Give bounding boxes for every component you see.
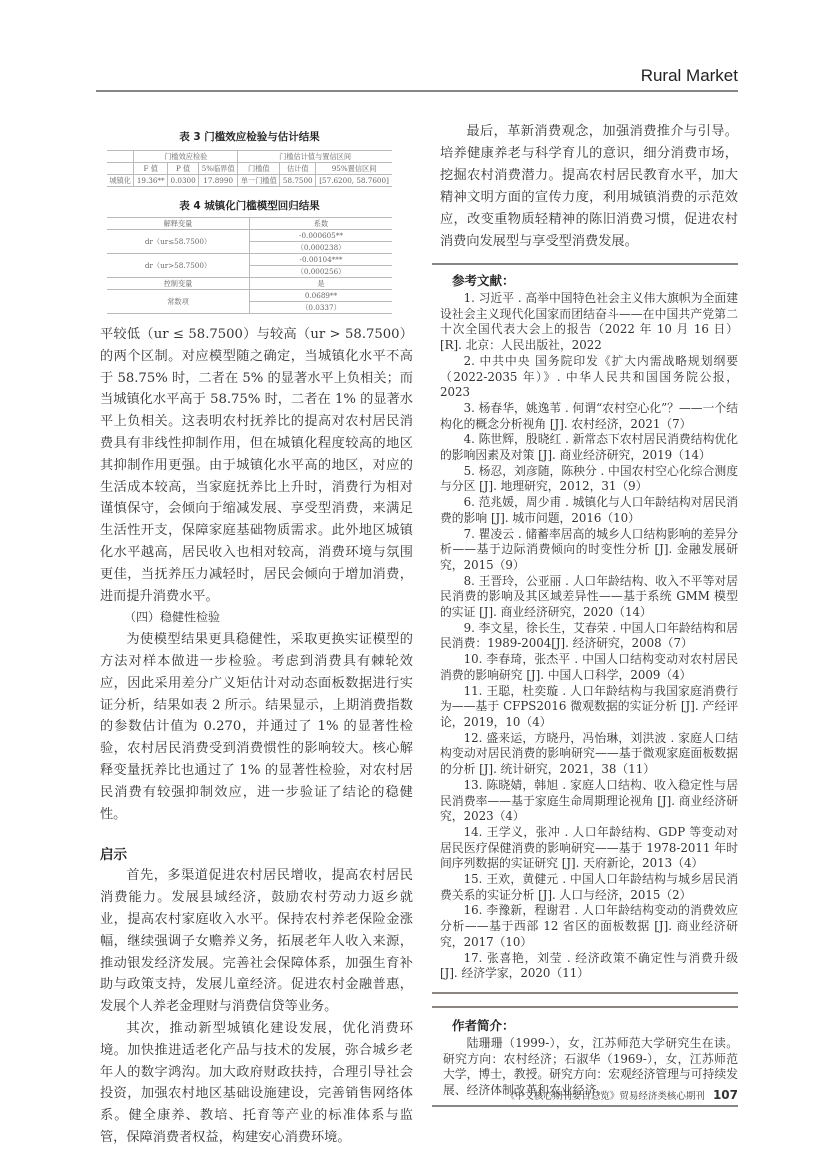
section-heading: 启示 [100, 847, 127, 864]
table3-header: 5%临界值 [199, 163, 238, 175]
table-row [107, 290, 392, 302]
table4-coef: 0.0689** [250, 290, 393, 302]
table4-se: （0.000238） [250, 242, 393, 254]
table3-cell: [57.6200, 58.7600] [316, 175, 392, 187]
table3-group-header: 门槛效应检验 [134, 151, 238, 163]
left-body [100, 324, 413, 1149]
table4-coef: -0.00104*** [250, 254, 393, 266]
reference-item: 6. 范兆媛，周少甫 . 城镇化与人口年龄结构对居民消费的影响 [J]. 城市问题，2016（10） [440, 495, 738, 525]
table3-cell: 城镇化 [107, 175, 134, 187]
table3-header: 95%置信区间 [316, 163, 392, 175]
reference-item: 7. 瞿凌云 . 储蓄率居高的城乡人口结构影响的差异分析——基于边际消费倾向的时变性分析 [J]. 金融发展研究，2015（9） [440, 526, 738, 572]
reference-item: 11. 王聪，杜奕璇 . 人口年龄结构与我国家庭消费行为——基于 CFPS2016 微观数据的实证分析 [J]. 产经评论，2019，10（4） [440, 683, 738, 729]
table4-coef: -0.000605** [250, 230, 393, 242]
table4-label: 常数项 [107, 290, 250, 314]
table4 [107, 217, 392, 314]
table3-header: P 值 [168, 163, 199, 175]
author-bio-text: 陆珊珊（1999-），女，江苏师范大学研究生在读。研究方向：农村经济；石淑华（1969-），女，江苏师范大学，博士，教授。研究方向：宏观经济管理与可持续发展、经济体制改革和农业经济。 [443, 1035, 738, 1098]
table4-se: （0.0337） [250, 302, 393, 314]
reference-item: 15. 王欢，黄健元 . 中国人口年龄结构与城乡居民消费关系的实证分析 [J]. 人口与经济，2015（2） [440, 872, 738, 902]
page-footer [480, 1088, 738, 1102]
journal-header: Rural Market [640, 66, 738, 85]
body-paragraph: 平较低（ur ≤ 58.7500）与较高（ur > 58.7500）的两个区制。对应模型随之确定，当城镇化水平不高于 58.75% 时，二者在 5% 的显著水平上负相关；而当城镇化水平高于 58.75% 时，二者在 1% 的显著水平上负相关。这表明农村抚养比的提高对农村居民消费具有非线性抑制作用，但在城镇化程度较高的地区其抑制作用更强。由于城镇化水平高的地区，对应的生活成本较高，当家庭抚养比上升时，消费行为相对谨慎保守，会倾向于缩减发展、享受型消费，来满足生活性开支，保障家庭基础物质需求。此外地区城镇化水平越高，居民收入也相对较高，消费环境与氛围更佳，当抚养压力减轻时，居民会倾向于增加消费，进而提升消费水平。 [100, 327, 413, 604]
reference-item: 2. 中共中央 国务院印发《扩大内需战略规划纲要（2022-2035 年）》. 中华人民共和国国务院公报，2023 [440, 353, 738, 400]
right-top-paragraph-block [440, 121, 738, 253]
subheading: （四）稳健性检验 [124, 610, 221, 625]
author-heading: 作者简介： [452, 1017, 515, 1033]
left-column [100, 130, 413, 1149]
reference-item: 3. 杨春华，姚逸苇 . 何谓“农村空心化”？——一个结构化的概念分析视角 [J]. 农村经济，2021（7） [440, 400, 738, 431]
author-top-rule [432, 1006, 738, 1008]
reference-item: 8. 王晋玲，公亚丽 . 人口年龄结构、收入不平等对居民消费的影响及其区域差异性——基于系统 GMM 模型的实证 [J]. 商业经济研究，2020（14） [440, 573, 738, 620]
body-paragraph: 最后，革新消费观念，加强消费推介与引导。培养健康养老与科学育儿的意识，细分消费市场，挖掘农村消费潜力。提高农村居民教育水平，加大精神文明方面的宣传力度，利用城镇消费的示范效应，改变重物质轻精神的陈旧消费习惯，促进农村消费向发展型与享受型消费发展。 [440, 124, 738, 249]
reference-item: 4. 陈世辉，殷晓红 . 新常态下农村居民消费结构优化的影响因素及对策 [J]. 商业经济研究，2019（14） [440, 432, 738, 463]
table4-label: 控制变量 [107, 278, 250, 290]
table3-group-header: 门槛估计值与置信区间 [238, 151, 392, 163]
table3-cell: 17.8990 [199, 175, 238, 187]
table-row [107, 254, 392, 266]
table4-header: 系数 [250, 218, 393, 230]
footer-journal-line: 《中文核心期刊要目总览》贸易经济类核心期刊 [505, 1091, 705, 1102]
reference-item: 10. 李春琦，张杰平 . 中国人口结构变动对农村居民消费的影响研究 [J]. 中国人口科学，2009（4） [440, 652, 738, 682]
table4-coef: 是 [250, 278, 393, 290]
reference-item: 14. 王学义，张冲 . 人口年龄结构、GDP 等变动对居民医疗保健消费的影响研究——基于 1978-2011 年时间序列数据的实证研究 [J]. 天府新论，2013（4） [440, 824, 738, 871]
table4-label: dr（ur>58.7500） [107, 254, 250, 278]
references-top-rule [432, 263, 738, 265]
table3-header: 门槛值 [238, 163, 280, 175]
right-column [440, 121, 738, 1107]
table-row [107, 278, 392, 290]
table3-cell: 19.36** [134, 175, 168, 187]
body-paragraph: 为使模型结果更具稳健性，采取更换实证模型的方法对样本做进一步检验。考虑到消费具有棘轮效应，因此采用差分广义矩估计对动态面板数据进行实证分析，结果如表 2 所示。结果显示，上期消费指数的参数估计值为 0.270，并通过了 1% 的显著性检验，农村居民消费受到消费惯性的影响较大。核心解释变量抚养比也通过了 1% 的显著性检验，对农村居民消费有较强抑制效应，进一步验证了结论的稳健性。 [100, 632, 413, 822]
reference-item: 12. 盛来运，方晓丹，冯怡琳，刘洪波 . 家庭人口结构变动对居民消费的影响研究——基于微观家庭面板数据的分析 [J]. 统计研究，2021，38（11） [440, 730, 738, 777]
table3-header: F 值 [134, 163, 168, 175]
table3-corner [107, 163, 134, 175]
reference-item: 1. 习近平 . 高举中国特色社会主义伟大旗帜为全面建设社会主义现代化国家而团结奋斗——在中国共产党第二十次全国代表大会上的报告（2022 年 10 月 16 日）[R]. 北京：人民出版社，2022 [440, 291, 738, 353]
reference-item: 9. 李文星，徐长生，艾春荣 . 中国人口年龄结构和居民消费：1989-2004[J]. 经济研究，2008（7） [440, 620, 738, 651]
table4-se: （0.000256） [250, 266, 393, 278]
reference-item: 5. 杨忍，刘彦随，陈秧分 . 中国农村空心化综合测度与分区 [J]. 地理研究，2012，31（9） [440, 463, 738, 494]
author-bottom-rule [432, 1105, 738, 1107]
table3-cell: 单一门槛值 [238, 175, 280, 187]
reference-item: 13. 陈晓婧，韩旭 . 家庭人口结构、收入稳定性与居民消费率——基于家庭生命周期理论视角 [J]. 商业经济研究，2023（4） [440, 777, 738, 824]
table4-label: dr（ur≤58.7500） [107, 230, 250, 254]
table3-header: 估计值 [280, 163, 316, 175]
table3-cell: 0.0300 [168, 175, 199, 187]
table4-header: 解释变量 [107, 218, 250, 230]
page-number: 107 [712, 1088, 738, 1102]
table4-title: 表 4 城镇化门槛模型回归结果 [179, 200, 320, 212]
table3-title: 表 3 门槛效应检验与估计结果 [179, 131, 320, 143]
references-heading: 参考文献： [452, 273, 515, 288]
table-row [107, 175, 392, 187]
table-row [107, 230, 392, 242]
reference-item: 16. 李豫新，程谢君 . 人口年龄结构变动的消费效应分析——基于西部 12 省区的面板数据 [J]. 商业经济研究，2017（10） [440, 903, 738, 949]
table3 [107, 150, 392, 187]
references-list [440, 291, 738, 982]
table3-cell: 58.7500 [280, 175, 316, 187]
body-paragraph: 其次，推动新型城镇化建设发展，优化消费环境。加快推进适老化产品与技术的发展，弥合城乡老年人的数字鸿沟。加大政府财政扶持，合理引导社会投资，加强农村地区基础设施建设，完善销售网络体系。健全康养、教培、托育等产业的标准体系与监管，保障消费者权益，构建安心消费环境。 [100, 1020, 413, 1145]
body-paragraph: 首先，多渠道促进农村居民增收，提高农村居民消费能力。发展县域经济，鼓励农村劳动力返乡就业，提高农村家庭收入水平。保持农村养老保险金涨幅，继续强调子女赡养义务，拓展老年人收入来源，推动银发经济发展。完善社会保障体系，加强生育补助与政策支持，发展儿童经济。促进农村金融普惠，发展个人养老金理财与消费信贷等业务。 [100, 868, 413, 1015]
table3-corner [107, 151, 134, 163]
header-rule [96, 90, 738, 92]
reference-item: 17. 张喜艳，刘莹 . 经济政策不确定性与消费升级 [J]. 经济学家，2020（11） [440, 950, 738, 981]
references-bottom-rule [432, 992, 738, 994]
